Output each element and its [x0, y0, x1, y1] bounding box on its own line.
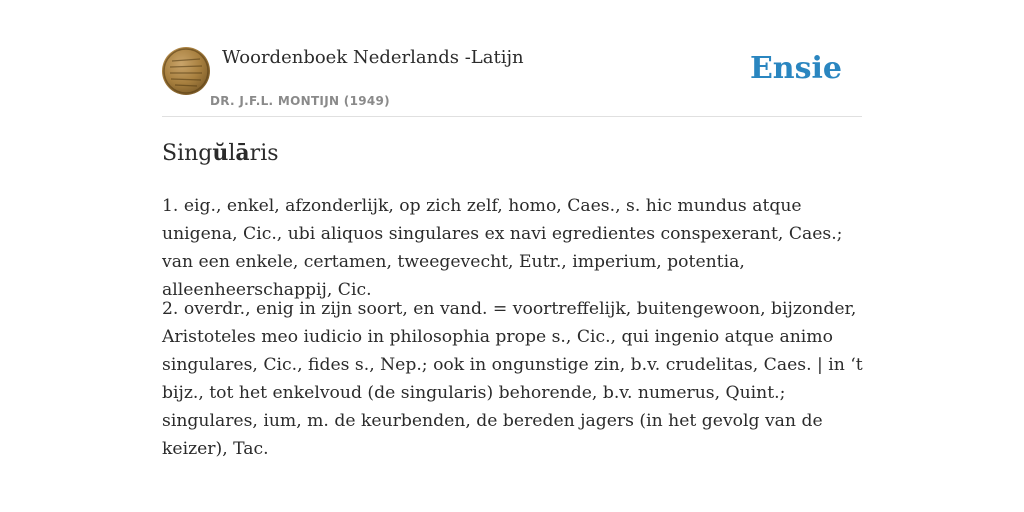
headword-accent-a: ā — [235, 140, 250, 166]
dictionary-title[interactable]: Woordenboek Nederlands -Latijn — [222, 47, 524, 68]
ensie-logo[interactable]: Ensie — [749, 51, 842, 86]
dictionary-header — [162, 46, 862, 117]
coin-image[interactable] — [162, 47, 210, 95]
definition-1: 1. eig., enkel, afzonderlijk, op zich zelf, homo, Caes., s. hic mundus atque unigena, Cic., ubi aliquos singulares ex navi egredientes conspexerant, Caes.; van een enkele, certamen, tweegevecht, Eutr., imperium, potentia, alleenheerschappij, Cic. — [162, 196, 843, 300]
headword-part: l — [228, 141, 236, 166]
definition-2: 2. overdr., enig in zijn soort, en vand. = voortreffelijk, buitengewoon, bijzonder, Aristoteles meo iudicio in philosophia prope s., Cic., qui ingenio atque animo singulares, Cic., fides s., Nep.; ook in ongunstige zin, b.v. crudelitas, Caes. | in ‘t bijz., tot het enkelvoud (de singularis) behorende, b.v. numerus, Quint.; singulares, ium, m. de keurbenden, de bereden jagers (in het gevolg van de keizer), Tac. — [162, 299, 863, 459]
dictionary-author: DR. J.F.L. MONTIJN (1949) — [210, 94, 390, 108]
headword-part: ris — [249, 141, 279, 166]
headword-accent-u: ŭ — [212, 140, 229, 166]
headword-part: Sing — [162, 141, 213, 166]
entry-headword — [162, 140, 279, 166]
